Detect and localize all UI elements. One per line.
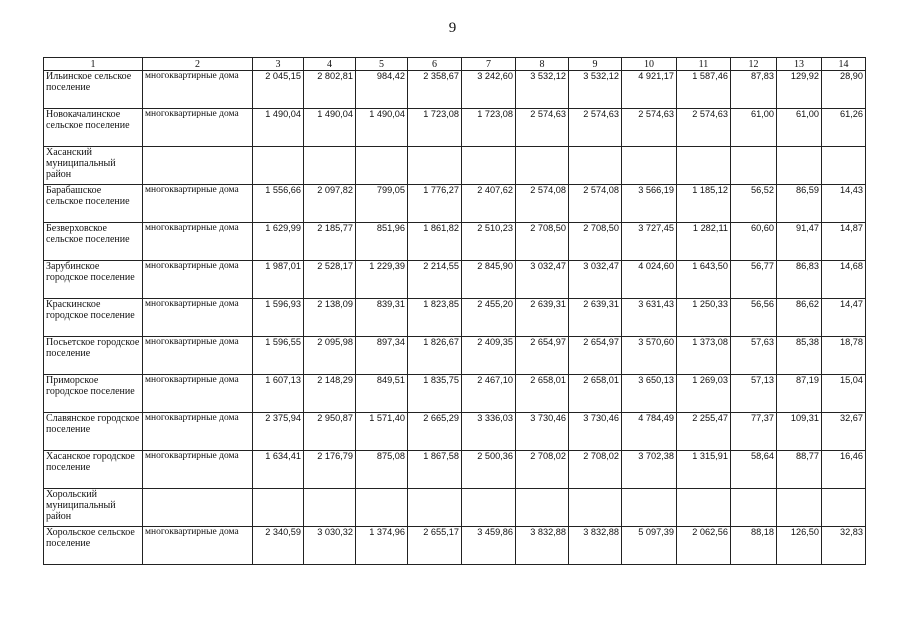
municipality-name-cell: Новокачалинское сельское поселение <box>44 109 143 147</box>
value-cell: 851,96 <box>356 223 408 261</box>
value-cell: 3 730,46 <box>516 413 569 451</box>
municipality-name-cell: Безверховское сельское поселение <box>44 223 143 261</box>
value-cell: 58,64 <box>731 451 777 489</box>
value-cell <box>253 489 304 527</box>
value-cell: 4 921,17 <box>622 71 677 109</box>
value-cell: 2 097,82 <box>304 185 356 223</box>
value-cell <box>777 489 822 527</box>
value-cell: 3 566,19 <box>622 185 677 223</box>
value-cell: 86,83 <box>777 261 822 299</box>
value-cell: 3 532,12 <box>516 71 569 109</box>
value-cell: 61,00 <box>731 109 777 147</box>
value-cell: 3 727,45 <box>622 223 677 261</box>
value-cell: 1 776,27 <box>408 185 462 223</box>
value-cell: 91,47 <box>777 223 822 261</box>
value-cell: 4 784,49 <box>622 413 677 451</box>
value-cell: 1 490,04 <box>253 109 304 147</box>
value-cell: 1 826,67 <box>408 337 462 375</box>
value-cell: 1 643,50 <box>677 261 731 299</box>
value-cell <box>408 147 462 185</box>
value-cell: 849,51 <box>356 375 408 413</box>
municipality-name-cell: Хорольский муниципальный район <box>44 489 143 527</box>
value-cell <box>822 489 866 527</box>
value-cell: 2 654,97 <box>516 337 569 375</box>
header-row <box>44 58 866 71</box>
value-cell: 3 032,47 <box>516 261 569 299</box>
table-row <box>44 147 866 185</box>
value-cell: 16,46 <box>822 451 866 489</box>
value-cell: 3 832,88 <box>569 527 622 565</box>
value-cell: 1 374,96 <box>356 527 408 565</box>
value-cell: 4 024,60 <box>622 261 677 299</box>
value-cell: 109,31 <box>777 413 822 451</box>
value-cell: 86,59 <box>777 185 822 223</box>
value-cell: 2 708,50 <box>516 223 569 261</box>
value-cell: 2 708,50 <box>569 223 622 261</box>
value-cell: 2 658,01 <box>516 375 569 413</box>
value-cell: 1 185,12 <box>677 185 731 223</box>
housing-type-cell <box>143 489 253 527</box>
municipality-name-cell: Барабашское сельское поселение <box>44 185 143 223</box>
housing-type-cell: многоквартирные дома <box>143 413 253 451</box>
table-row <box>44 451 866 489</box>
value-cell: 2 095,98 <box>304 337 356 375</box>
value-cell: 2 407,62 <box>462 185 516 223</box>
municipality-name-cell: Хасанский муниципальный район <box>44 147 143 185</box>
value-cell: 1 229,39 <box>356 261 408 299</box>
municipality-name-cell: Славянское городское поселение <box>44 413 143 451</box>
value-cell: 3 032,47 <box>569 261 622 299</box>
value-cell: 2 665,29 <box>408 413 462 451</box>
value-cell: 897,34 <box>356 337 408 375</box>
value-cell: 18,78 <box>822 337 866 375</box>
value-cell: 2 658,01 <box>569 375 622 413</box>
municipality-name-cell: Хасанское городское поселение <box>44 451 143 489</box>
housing-type-cell <box>143 147 253 185</box>
value-cell: 3 702,38 <box>622 451 677 489</box>
value-cell: 56,77 <box>731 261 777 299</box>
column-header: 9 <box>569 58 622 71</box>
table-row <box>44 185 866 223</box>
value-cell: 61,26 <box>822 109 866 147</box>
housing-type-cell: многоквартирные дома <box>143 185 253 223</box>
value-cell: 129,92 <box>777 71 822 109</box>
housing-type-cell: многоквартирные дома <box>143 375 253 413</box>
value-cell: 2 528,17 <box>304 261 356 299</box>
value-cell <box>356 147 408 185</box>
column-header: 3 <box>253 58 304 71</box>
value-cell: 3 532,12 <box>569 71 622 109</box>
value-cell: 2 062,56 <box>677 527 731 565</box>
value-cell: 984,42 <box>356 71 408 109</box>
value-cell <box>622 147 677 185</box>
value-cell <box>677 489 731 527</box>
value-cell: 1 723,08 <box>408 109 462 147</box>
housing-type-cell: многоквартирные дома <box>143 527 253 565</box>
value-cell: 1 250,33 <box>677 299 731 337</box>
value-cell <box>516 489 569 527</box>
value-cell: 77,37 <box>731 413 777 451</box>
value-cell: 85,38 <box>777 337 822 375</box>
value-cell: 1 634,41 <box>253 451 304 489</box>
value-cell: 57,63 <box>731 337 777 375</box>
housing-type-cell: многоквартирные дома <box>143 223 253 261</box>
column-header: 13 <box>777 58 822 71</box>
value-cell: 1 373,08 <box>677 337 731 375</box>
table-row <box>44 527 866 565</box>
value-cell: 2 214,55 <box>408 261 462 299</box>
value-cell: 1 269,03 <box>677 375 731 413</box>
municipality-name-cell: Посьетское городское поселение <box>44 337 143 375</box>
municipality-name-cell: Зарубинское городское поселение <box>44 261 143 299</box>
value-cell: 2 574,63 <box>677 109 731 147</box>
value-cell: 2 409,35 <box>462 337 516 375</box>
value-cell: 1 861,82 <box>408 223 462 261</box>
value-cell: 2 654,97 <box>569 337 622 375</box>
value-cell: 88,77 <box>777 451 822 489</box>
value-cell: 32,83 <box>822 527 866 565</box>
column-header: 5 <box>356 58 408 71</box>
municipality-name-cell: Ильинское сельское поселение <box>44 71 143 109</box>
column-header: 11 <box>677 58 731 71</box>
municipality-name-cell: Приморское городское поселение <box>44 375 143 413</box>
value-cell: 14,47 <box>822 299 866 337</box>
value-cell: 1 571,40 <box>356 413 408 451</box>
value-cell: 1 607,13 <box>253 375 304 413</box>
value-cell: 5 097,39 <box>622 527 677 565</box>
value-cell: 14,43 <box>822 185 866 223</box>
column-header: 1 <box>44 58 143 71</box>
value-cell: 1 282,11 <box>677 223 731 261</box>
table-row <box>44 223 866 261</box>
value-cell: 1 835,75 <box>408 375 462 413</box>
value-cell <box>677 147 731 185</box>
value-cell: 2 574,63 <box>516 109 569 147</box>
column-header: 12 <box>731 58 777 71</box>
value-cell <box>408 489 462 527</box>
value-cell: 2 467,10 <box>462 375 516 413</box>
value-cell <box>822 147 866 185</box>
value-cell: 3 650,13 <box>622 375 677 413</box>
value-cell: 15,04 <box>822 375 866 413</box>
value-cell: 1 629,99 <box>253 223 304 261</box>
value-cell: 1 587,46 <box>677 71 731 109</box>
value-cell <box>516 147 569 185</box>
value-cell: 2 574,08 <box>569 185 622 223</box>
value-cell: 1 596,93 <box>253 299 304 337</box>
value-cell: 2 138,09 <box>304 299 356 337</box>
value-cell: 56,56 <box>731 299 777 337</box>
value-cell: 14,68 <box>822 261 866 299</box>
value-cell: 86,62 <box>777 299 822 337</box>
value-cell: 1 490,04 <box>356 109 408 147</box>
value-cell: 2 148,29 <box>304 375 356 413</box>
value-cell: 28,90 <box>822 71 866 109</box>
tariff-table <box>43 57 866 565</box>
value-cell: 3 730,46 <box>569 413 622 451</box>
value-cell: 2 574,63 <box>622 109 677 147</box>
housing-type-cell: многоквартирные дома <box>143 71 253 109</box>
column-header: 10 <box>622 58 677 71</box>
value-cell: 2 045,15 <box>253 71 304 109</box>
value-cell: 2 500,36 <box>462 451 516 489</box>
value-cell <box>777 147 822 185</box>
value-cell: 3 832,88 <box>516 527 569 565</box>
value-cell: 3 631,43 <box>622 299 677 337</box>
value-cell: 2 176,79 <box>304 451 356 489</box>
value-cell: 839,31 <box>356 299 408 337</box>
column-header: 4 <box>304 58 356 71</box>
value-cell: 1 987,01 <box>253 261 304 299</box>
value-cell <box>253 147 304 185</box>
value-cell <box>462 147 516 185</box>
value-cell <box>462 489 516 527</box>
value-cell: 2 950,87 <box>304 413 356 451</box>
value-cell <box>304 147 356 185</box>
value-cell: 3 570,60 <box>622 337 677 375</box>
value-cell: 2 574,08 <box>516 185 569 223</box>
municipality-name-cell: Краскинское городское поселение <box>44 299 143 337</box>
value-cell: 1 556,66 <box>253 185 304 223</box>
value-cell: 60,60 <box>731 223 777 261</box>
value-cell: 3 336,03 <box>462 413 516 451</box>
column-header: 7 <box>462 58 516 71</box>
value-cell <box>356 489 408 527</box>
value-cell: 2 255,47 <box>677 413 731 451</box>
value-cell: 1 867,58 <box>408 451 462 489</box>
value-cell <box>304 489 356 527</box>
value-cell: 2 708,02 <box>569 451 622 489</box>
value-cell: 14,87 <box>822 223 866 261</box>
value-cell: 126,50 <box>777 527 822 565</box>
value-cell: 2 574,63 <box>569 109 622 147</box>
value-cell: 2 708,02 <box>516 451 569 489</box>
value-cell: 875,08 <box>356 451 408 489</box>
value-cell: 2 655,17 <box>408 527 462 565</box>
municipality-name-cell: Хорольское сельское поселение <box>44 527 143 565</box>
column-header: 8 <box>516 58 569 71</box>
value-cell: 2 455,20 <box>462 299 516 337</box>
value-cell: 1 315,91 <box>677 451 731 489</box>
value-cell: 2 340,59 <box>253 527 304 565</box>
table-row <box>44 109 866 147</box>
table-row <box>44 413 866 451</box>
page-number: 9 <box>448 20 457 36</box>
value-cell: 2 845,90 <box>462 261 516 299</box>
value-cell: 2 802,81 <box>304 71 356 109</box>
value-cell <box>569 489 622 527</box>
value-cell <box>731 147 777 185</box>
value-cell: 88,18 <box>731 527 777 565</box>
table-row <box>44 375 866 413</box>
value-cell: 3 030,32 <box>304 527 356 565</box>
table-body <box>44 71 866 565</box>
value-cell: 1 596,55 <box>253 337 304 375</box>
value-cell: 32,67 <box>822 413 866 451</box>
value-cell <box>622 489 677 527</box>
housing-type-cell: многоквартирные дома <box>143 261 253 299</box>
column-header: 14 <box>822 58 866 71</box>
housing-type-cell: многоквартирные дома <box>143 337 253 375</box>
value-cell: 87,19 <box>777 375 822 413</box>
housing-type-cell: многоквартирные дома <box>143 109 253 147</box>
table-row <box>44 337 866 375</box>
column-header: 6 <box>408 58 462 71</box>
housing-type-cell: многоквартирные дома <box>143 451 253 489</box>
value-cell: 2 639,31 <box>569 299 622 337</box>
value-cell: 61,00 <box>777 109 822 147</box>
value-cell: 1 823,85 <box>408 299 462 337</box>
column-header: 2 <box>143 58 253 71</box>
value-cell: 1 490,04 <box>304 109 356 147</box>
housing-type-cell: многоквартирные дома <box>143 299 253 337</box>
value-cell: 799,05 <box>356 185 408 223</box>
value-cell: 1 723,08 <box>462 109 516 147</box>
table-row <box>44 299 866 337</box>
value-cell: 2 510,23 <box>462 223 516 261</box>
value-cell: 57,13 <box>731 375 777 413</box>
table-row <box>44 71 866 109</box>
value-cell: 3 459,86 <box>462 527 516 565</box>
value-cell <box>569 147 622 185</box>
value-cell <box>731 489 777 527</box>
table-row <box>44 261 866 299</box>
value-cell: 2 639,31 <box>516 299 569 337</box>
value-cell: 56,52 <box>731 185 777 223</box>
value-cell: 2 375,94 <box>253 413 304 451</box>
value-cell: 2 358,67 <box>408 71 462 109</box>
table-row <box>44 489 866 527</box>
value-cell: 2 185,77 <box>304 223 356 261</box>
value-cell: 87,83 <box>731 71 777 109</box>
value-cell: 3 242,60 <box>462 71 516 109</box>
